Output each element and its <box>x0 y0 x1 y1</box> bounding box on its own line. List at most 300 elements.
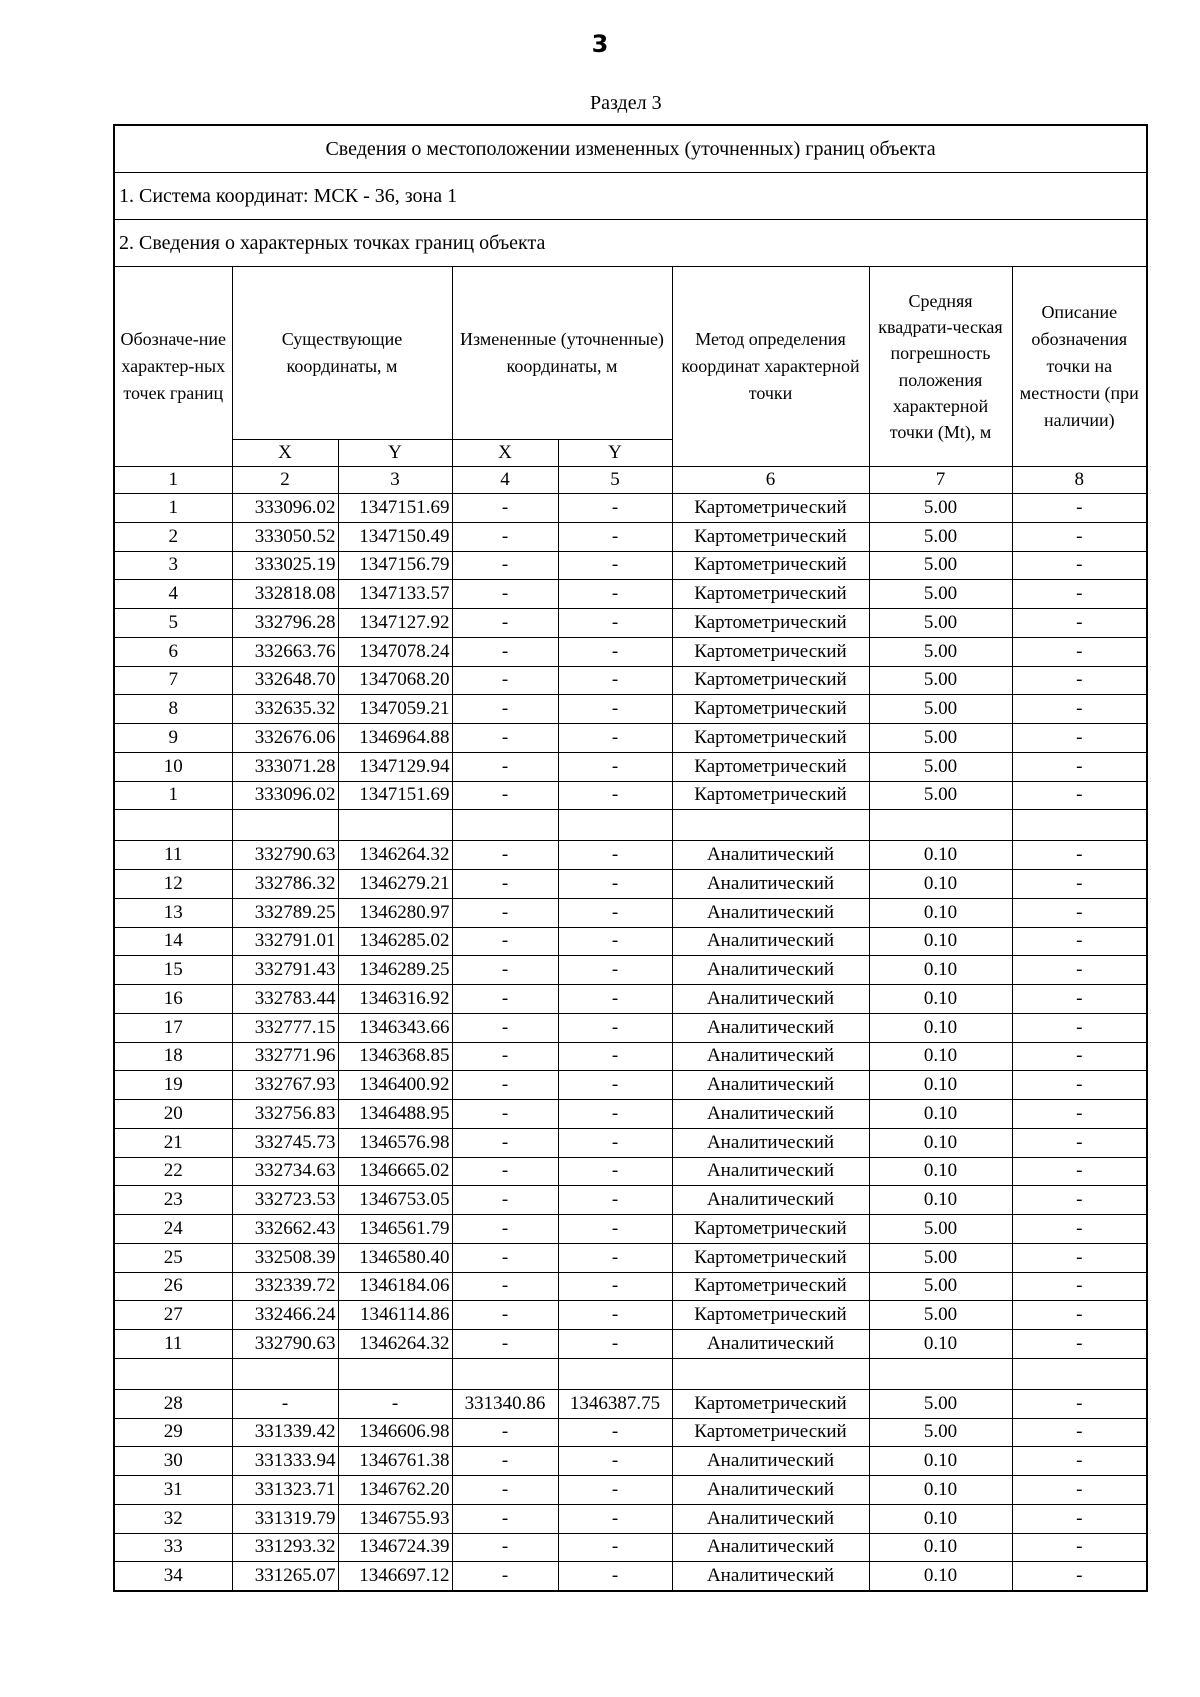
changed-x: - <box>452 1013 558 1042</box>
point-description: - <box>1012 1042 1147 1071</box>
method: Аналитический <box>672 1186 869 1215</box>
mean-square-error: 5.00 <box>869 1389 1012 1418</box>
changed-y: - <box>558 551 672 580</box>
changed-x: - <box>452 551 558 580</box>
mean-square-error <box>869 1358 1012 1389</box>
table-row <box>114 1157 1147 1186</box>
changed-y: - <box>558 522 672 551</box>
table-row <box>114 1418 1147 1447</box>
point-number: 16 <box>114 985 232 1014</box>
point-description: - <box>1012 1533 1147 1562</box>
existing-x: 332783.44 <box>232 985 338 1014</box>
changed-x: - <box>452 1330 558 1359</box>
point-number <box>114 1358 232 1389</box>
point-description: - <box>1012 494 1147 523</box>
mean-square-error: 0.10 <box>869 1476 1012 1505</box>
changed-y: - <box>558 1243 672 1272</box>
existing-y: 1346184.06 <box>338 1272 452 1301</box>
existing-y: 1346279.21 <box>338 870 452 899</box>
changed-x: - <box>452 1100 558 1129</box>
changed-x: - <box>452 1562 558 1591</box>
changed-y: - <box>558 1186 672 1215</box>
method: Аналитический <box>672 985 869 1014</box>
point-number: 31 <box>114 1476 232 1505</box>
point-description: - <box>1012 1447 1147 1476</box>
table-row <box>114 841 1147 870</box>
changed-y: - <box>558 1071 672 1100</box>
existing-y: 1347156.79 <box>338 551 452 580</box>
existing-x: 332508.39 <box>232 1243 338 1272</box>
existing-y: 1346964.88 <box>338 724 452 753</box>
changed-x <box>452 1358 558 1389</box>
method: Картометрический <box>672 1243 869 1272</box>
table-row <box>114 781 1147 810</box>
mean-square-error: 5.00 <box>869 609 1012 638</box>
method: Аналитический <box>672 1533 869 1562</box>
changed-x: - <box>452 1272 558 1301</box>
mean-square-error: 5.00 <box>869 580 1012 609</box>
method: Аналитический <box>672 1504 869 1533</box>
changed-x: - <box>452 494 558 523</box>
point-number: 26 <box>114 1272 232 1301</box>
method: Аналитический <box>672 1100 869 1129</box>
column-number: 8 <box>1012 467 1147 494</box>
changed-y: - <box>558 1215 672 1244</box>
method: Картометрический <box>672 724 869 753</box>
existing-y: 1346665.02 <box>338 1157 452 1186</box>
existing-x: 332745.73 <box>232 1128 338 1157</box>
table-row <box>114 1562 1147 1591</box>
point-description: - <box>1012 1330 1147 1359</box>
point-number: 12 <box>114 870 232 899</box>
changed-y: - <box>558 1330 672 1359</box>
point-number: 9 <box>114 724 232 753</box>
column-number: 1 <box>114 467 232 494</box>
point-number: 27 <box>114 1301 232 1330</box>
method: Картометрический <box>672 551 869 580</box>
point-number: 30 <box>114 1447 232 1476</box>
existing-x: 333071.28 <box>232 752 338 781</box>
point-description: - <box>1012 752 1147 781</box>
method: Аналитический <box>672 1128 869 1157</box>
existing-y: 1346368.85 <box>338 1042 452 1071</box>
table-row <box>114 1301 1147 1330</box>
table-title: Сведения о местоположении измененных (уточненных) границ объекта <box>114 125 1147 173</box>
table-row <box>114 1272 1147 1301</box>
existing-x: 331333.94 <box>232 1447 338 1476</box>
existing-x: 332339.72 <box>232 1272 338 1301</box>
point-description: - <box>1012 781 1147 810</box>
point-number: 22 <box>114 1157 232 1186</box>
existing-x: 333096.02 <box>232 781 338 810</box>
existing-x: 332790.63 <box>232 841 338 870</box>
mean-square-error: 0.10 <box>869 1013 1012 1042</box>
method: Аналитический <box>672 1562 869 1591</box>
column-number: 2 <box>232 467 338 494</box>
changed-y: - <box>558 781 672 810</box>
method: Аналитический <box>672 870 869 899</box>
existing-x: 332777.15 <box>232 1013 338 1042</box>
table-row <box>114 1071 1147 1100</box>
existing-x: 332756.83 <box>232 1100 338 1129</box>
existing-y: 1346606.98 <box>338 1418 452 1447</box>
point-description: - <box>1012 1476 1147 1505</box>
method: Аналитический <box>672 1330 869 1359</box>
existing-x: 333096.02 <box>232 494 338 523</box>
mean-square-error: 0.10 <box>869 1157 1012 1186</box>
column-number: 4 <box>452 467 558 494</box>
existing-x: 331293.32 <box>232 1533 338 1562</box>
changed-y: - <box>558 1157 672 1186</box>
method: Картометрический <box>672 637 869 666</box>
point-description: - <box>1012 1215 1147 1244</box>
existing-x: 332790.63 <box>232 1330 338 1359</box>
existing-y: 1347150.49 <box>338 522 452 551</box>
existing-x: 332791.01 <box>232 927 338 956</box>
method: Аналитический <box>672 1447 869 1476</box>
changed-y <box>558 810 672 841</box>
existing-y <box>338 810 452 841</box>
point-number: 6 <box>114 637 232 666</box>
changed-x: - <box>452 1071 558 1100</box>
existing-y: 1346580.40 <box>338 1243 452 1272</box>
table-row <box>114 1013 1147 1042</box>
mean-square-error: 0.10 <box>869 898 1012 927</box>
changed-x: - <box>452 985 558 1014</box>
coordinate-system: 1. Система координат: МСК - 36, зона 1 <box>114 173 1147 220</box>
existing-y: 1347133.57 <box>338 580 452 609</box>
changed-x: - <box>452 1533 558 1562</box>
changed-x: - <box>452 1476 558 1505</box>
existing-y: 1346289.25 <box>338 956 452 985</box>
method: Аналитический <box>672 1042 869 1071</box>
point-description: - <box>1012 695 1147 724</box>
changed-x: - <box>452 1157 558 1186</box>
changed-x: - <box>452 1243 558 1272</box>
method: Картометрический <box>672 1389 869 1418</box>
point-description: - <box>1012 1100 1147 1129</box>
point-description: - <box>1012 724 1147 753</box>
mean-square-error: 0.10 <box>869 870 1012 899</box>
existing-y: 1346316.92 <box>338 985 452 1014</box>
point-number: 13 <box>114 898 232 927</box>
point-number: 11 <box>114 841 232 870</box>
point-number: 1 <box>114 781 232 810</box>
table-row <box>114 1476 1147 1505</box>
point-number: 15 <box>114 956 232 985</box>
table-row <box>114 752 1147 781</box>
point-number: 21 <box>114 1128 232 1157</box>
changed-y: - <box>558 1013 672 1042</box>
changed-x: - <box>452 637 558 666</box>
existing-x: 332771.96 <box>232 1042 338 1071</box>
point-description: - <box>1012 609 1147 638</box>
table-row <box>114 724 1147 753</box>
table-row <box>114 637 1147 666</box>
existing-x: 332663.76 <box>232 637 338 666</box>
point-number: 18 <box>114 1042 232 1071</box>
points-section-title: 2. Сведения о характерных точках границ объекта <box>114 220 1147 267</box>
table-row <box>114 985 1147 1014</box>
table-row <box>114 609 1147 638</box>
changed-y: - <box>558 1418 672 1447</box>
existing-y: 1346561.79 <box>338 1215 452 1244</box>
mean-square-error: 5.00 <box>869 695 1012 724</box>
table-row <box>114 1128 1147 1157</box>
table-row <box>114 956 1147 985</box>
header-error: Средняя квадрати-ческая погрешность положения характерной точки (Mt), м <box>869 267 1012 467</box>
changed-y: - <box>558 898 672 927</box>
point-description: - <box>1012 522 1147 551</box>
existing-y: 1346343.66 <box>338 1013 452 1042</box>
changed-y: - <box>558 494 672 523</box>
method: Картометрический <box>672 695 869 724</box>
changed-y: - <box>558 695 672 724</box>
existing-y: 1346761.38 <box>338 1447 452 1476</box>
existing-y: 1347078.24 <box>338 637 452 666</box>
mean-square-error: 0.10 <box>869 1186 1012 1215</box>
method <box>672 810 869 841</box>
method: Картометрический <box>672 580 869 609</box>
mean-square-error: 5.00 <box>869 724 1012 753</box>
existing-x: 332648.70 <box>232 666 338 695</box>
existing-y: 1346400.92 <box>338 1071 452 1100</box>
section-label: Раздел 3 <box>590 92 662 114</box>
changed-x: - <box>452 666 558 695</box>
point-description: - <box>1012 1272 1147 1301</box>
header-method: Метод определения координат характерной точки <box>672 267 869 467</box>
mean-square-error: 0.10 <box>869 1100 1012 1129</box>
point-number: 11 <box>114 1330 232 1359</box>
point-description: - <box>1012 956 1147 985</box>
changed-y: - <box>558 1042 672 1071</box>
point-description <box>1012 1358 1147 1389</box>
column-number: 3 <box>338 467 452 494</box>
changed-x: - <box>452 1128 558 1157</box>
point-number: 1 <box>114 494 232 523</box>
separator-row <box>114 1358 1147 1389</box>
point-description: - <box>1012 1504 1147 1533</box>
separator-row <box>114 810 1147 841</box>
changed-y: - <box>558 666 672 695</box>
point-number: 10 <box>114 752 232 781</box>
changed-x <box>452 810 558 841</box>
point-number: 23 <box>114 1186 232 1215</box>
existing-x: 331265.07 <box>232 1562 338 1591</box>
mean-square-error: 5.00 <box>869 1215 1012 1244</box>
changed-y: 1346387.75 <box>558 1389 672 1418</box>
existing-x: 331323.71 <box>232 1476 338 1505</box>
changed-y: - <box>558 609 672 638</box>
table-row <box>114 898 1147 927</box>
changed-x: - <box>452 580 558 609</box>
point-description: - <box>1012 1418 1147 1447</box>
existing-x: 332723.53 <box>232 1186 338 1215</box>
existing-x: 332635.32 <box>232 695 338 724</box>
changed-x: - <box>452 724 558 753</box>
point-number: 25 <box>114 1243 232 1272</box>
existing-y: 1346753.05 <box>338 1186 452 1215</box>
mean-square-error: 0.10 <box>869 1504 1012 1533</box>
changed-y: - <box>558 985 672 1014</box>
point-number: 20 <box>114 1100 232 1129</box>
changed-y: - <box>558 1504 672 1533</box>
changed-y: - <box>558 1476 672 1505</box>
point-number: 29 <box>114 1418 232 1447</box>
changed-x: - <box>452 1186 558 1215</box>
mean-square-error: 0.10 <box>869 1071 1012 1100</box>
changed-y: - <box>558 1533 672 1562</box>
table-row <box>114 551 1147 580</box>
mean-square-error: 0.10 <box>869 927 1012 956</box>
changed-x: - <box>452 1215 558 1244</box>
point-number: 8 <box>114 695 232 724</box>
changed-y: - <box>558 841 672 870</box>
point-number: 28 <box>114 1389 232 1418</box>
method: Картометрический <box>672 781 869 810</box>
existing-x <box>232 810 338 841</box>
point-number: 24 <box>114 1215 232 1244</box>
method: Аналитический <box>672 1071 869 1100</box>
point-description: - <box>1012 1186 1147 1215</box>
method: Картометрический <box>672 1301 869 1330</box>
point-description: - <box>1012 580 1147 609</box>
existing-x: 332676.06 <box>232 724 338 753</box>
existing-y: 1346488.95 <box>338 1100 452 1129</box>
existing-y: 1346285.02 <box>338 927 452 956</box>
existing-y: 1346576.98 <box>338 1128 452 1157</box>
point-number: 14 <box>114 927 232 956</box>
header-existing-coords: Существующие координаты, м <box>232 267 452 440</box>
changed-y: - <box>558 1562 672 1591</box>
method: Аналитический <box>672 898 869 927</box>
existing-y: 1346724.39 <box>338 1533 452 1562</box>
mean-square-error: 5.00 <box>869 522 1012 551</box>
changed-x: - <box>452 1504 558 1533</box>
point-description: - <box>1012 1128 1147 1157</box>
existing-y: 1347129.94 <box>338 752 452 781</box>
method: Картометрический <box>672 494 869 523</box>
mean-square-error: 0.10 <box>869 956 1012 985</box>
table-row <box>114 870 1147 899</box>
changed-x: - <box>452 781 558 810</box>
mean-square-error: 0.10 <box>869 1562 1012 1591</box>
method: Аналитический <box>672 956 869 985</box>
mean-square-error: 5.00 <box>869 551 1012 580</box>
point-description: - <box>1012 870 1147 899</box>
point-number: 33 <box>114 1533 232 1562</box>
existing-x: 332818.08 <box>232 580 338 609</box>
existing-x: 332796.28 <box>232 609 338 638</box>
existing-x: 332734.63 <box>232 1157 338 1186</box>
existing-y: 1346264.32 <box>338 841 452 870</box>
existing-y: 1346264.32 <box>338 1330 452 1359</box>
mean-square-error: 0.10 <box>869 1447 1012 1476</box>
changed-y: - <box>558 637 672 666</box>
changed-x: - <box>452 841 558 870</box>
changed-x: - <box>452 522 558 551</box>
changed-y: - <box>558 927 672 956</box>
point-description: - <box>1012 637 1147 666</box>
existing-x: 333025.19 <box>232 551 338 580</box>
method: Картометрический <box>672 752 869 781</box>
page-number: 3 <box>591 30 609 58</box>
point-number: 19 <box>114 1071 232 1100</box>
header-designation: Обозначе-ние характер-ных точек границ <box>114 267 232 467</box>
mean-square-error <box>869 810 1012 841</box>
mean-square-error: 5.00 <box>869 752 1012 781</box>
mean-square-error: 5.00 <box>869 666 1012 695</box>
existing-x <box>232 1358 338 1389</box>
point-number: 7 <box>114 666 232 695</box>
changed-y: - <box>558 1128 672 1157</box>
existing-x: 332791.43 <box>232 956 338 985</box>
point-description: - <box>1012 1013 1147 1042</box>
method: Аналитический <box>672 1157 869 1186</box>
point-number: 32 <box>114 1504 232 1533</box>
mean-square-error: 5.00 <box>869 1243 1012 1272</box>
existing-x: - <box>232 1389 338 1418</box>
changed-y: - <box>558 580 672 609</box>
mean-square-error: 5.00 <box>869 1418 1012 1447</box>
header-changed-coords: Измененные (уточненные) координаты, м <box>452 267 672 440</box>
existing-x: 333050.52 <box>232 522 338 551</box>
method: Аналитический <box>672 927 869 956</box>
changed-x: - <box>452 956 558 985</box>
method: Картометрический <box>672 609 869 638</box>
existing-y: 1346280.97 <box>338 898 452 927</box>
existing-y: 1347151.69 <box>338 494 452 523</box>
existing-x: 331339.42 <box>232 1418 338 1447</box>
column-number: 6 <box>672 467 869 494</box>
changed-x: 331340.86 <box>452 1389 558 1418</box>
method: Картометрический <box>672 666 869 695</box>
changed-y: - <box>558 752 672 781</box>
changed-x: - <box>452 1042 558 1071</box>
existing-y <box>338 1358 452 1389</box>
existing-x: 332662.43 <box>232 1215 338 1244</box>
table-row <box>114 1447 1147 1476</box>
existing-y: 1347151.69 <box>338 781 452 810</box>
mean-square-error: 0.10 <box>869 1533 1012 1562</box>
table-row <box>114 666 1147 695</box>
table-row <box>114 1330 1147 1359</box>
changed-x: - <box>452 752 558 781</box>
changed-y: - <box>558 956 672 985</box>
table-row <box>114 522 1147 551</box>
method: Картометрический <box>672 522 869 551</box>
mean-square-error: 0.10 <box>869 1128 1012 1157</box>
method: Картометрический <box>672 1272 869 1301</box>
point-description: - <box>1012 1243 1147 1272</box>
method: Картометрический <box>672 1418 869 1447</box>
changed-x: - <box>452 609 558 638</box>
table-row <box>114 1215 1147 1244</box>
point-number: 2 <box>114 522 232 551</box>
changed-y: - <box>558 1272 672 1301</box>
point-number: 4 <box>114 580 232 609</box>
changed-y: - <box>558 870 672 899</box>
existing-x: 332767.93 <box>232 1071 338 1100</box>
column-number: 7 <box>869 467 1012 494</box>
method: Картометрический <box>672 1215 869 1244</box>
existing-y: 1346762.20 <box>338 1476 452 1505</box>
changed-x: - <box>452 1301 558 1330</box>
point-description: - <box>1012 1389 1147 1418</box>
mean-square-error: 0.10 <box>869 1042 1012 1071</box>
existing-y: 1347127.92 <box>338 609 452 638</box>
point-description: - <box>1012 985 1147 1014</box>
